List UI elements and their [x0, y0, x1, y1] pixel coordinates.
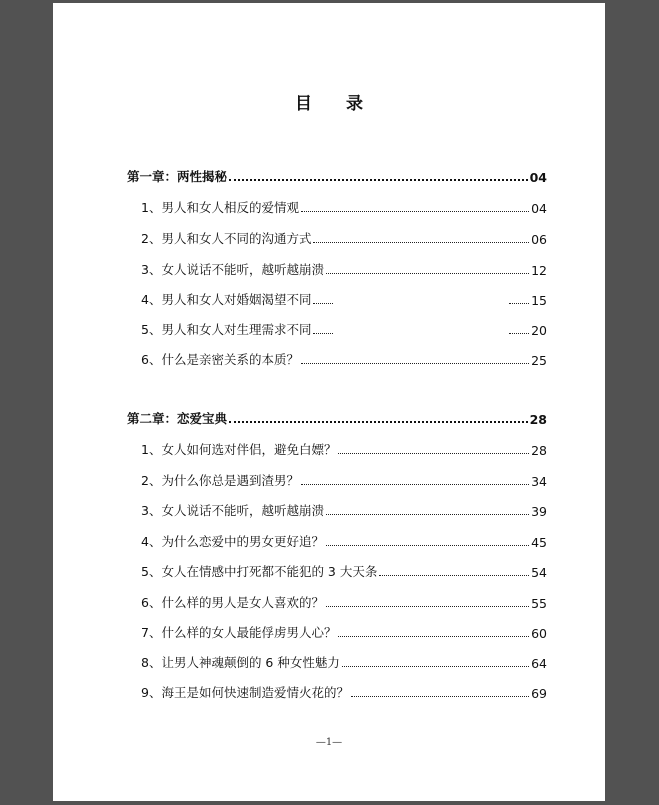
page-number: 69: [531, 686, 547, 701]
item-text: 8、让男人神魂颠倒的 6 种女性魅力: [141, 655, 340, 670]
item-text: 3、女人说话不能听，越听越崩溃: [141, 503, 324, 518]
page-number: 04: [529, 170, 547, 185]
item-text: 6、什么是亲密关系的本质？: [141, 352, 299, 367]
toc-item[interactable]: [141, 438, 547, 458]
page-number: 54: [531, 565, 547, 580]
item-text: 5、男人和女人对生理需求不同: [141, 322, 312, 337]
dot-leader: [326, 514, 529, 515]
item-text: 4、男人和女人对婚姻渴望不同: [141, 292, 312, 307]
page-number: 39: [531, 504, 547, 519]
toc-item[interactable]: [141, 318, 547, 338]
page-number: 55: [531, 596, 547, 611]
item-text: 5、女人在情感中打死都不能犯的 3 大天条: [141, 564, 378, 579]
page-number: 20: [531, 323, 547, 338]
toc-item[interactable]: [141, 621, 547, 641]
page-footer: —1—: [315, 737, 343, 748]
page-number: 60: [531, 626, 547, 641]
toc-item[interactable]: [141, 651, 547, 671]
item-text: 4、为什么恋爱中的男女更好追？: [141, 534, 324, 549]
item-text: 2、为什么你总是遇到渣男？: [141, 473, 299, 488]
toc-chapter-1[interactable]: [127, 165, 547, 185]
document-page: [53, 3, 605, 801]
dot-leader: [313, 242, 529, 243]
item-text: 1、男人和女人相反的爱情观: [141, 200, 299, 215]
page-number: 04: [531, 201, 547, 216]
dot-leader: [379, 575, 529, 576]
dot-leader: [351, 696, 529, 697]
page-number: 06: [531, 232, 547, 247]
toc-item[interactable]: [141, 348, 547, 368]
toc-item[interactable]: [141, 499, 547, 519]
toc-item[interactable]: [141, 288, 547, 308]
dot-leader: [338, 453, 529, 454]
dot-leader: [301, 484, 529, 485]
item-text: 3、女人说话不能听，越听越崩溃: [141, 262, 324, 277]
dot-leader: [229, 179, 528, 181]
toc-item[interactable]: [141, 469, 547, 489]
dot-leader: [313, 333, 333, 334]
toc-item[interactable]: [141, 196, 547, 216]
item-text: 7、什么样的女人最能俘虏男人心？: [141, 625, 337, 640]
dot-leader: [326, 606, 529, 607]
page-number: 28: [529, 412, 547, 427]
dot-leader: [509, 303, 529, 304]
page-number: 28: [531, 443, 547, 458]
toc-chapter-2[interactable]: [127, 407, 547, 427]
item-text: 6、什么样的男人是女人喜欢的？: [141, 595, 324, 610]
item-text: 2、男人和女人不同的沟通方式: [141, 231, 312, 246]
toc-item[interactable]: [141, 681, 547, 701]
toc-item[interactable]: [141, 227, 547, 247]
dot-leader: [229, 421, 528, 423]
chapter-heading: 第二章：恋爱宝典: [127, 411, 228, 426]
dot-leader: [301, 363, 529, 364]
toc-title: 目 录: [295, 94, 377, 114]
toc-item[interactable]: [141, 560, 547, 580]
item-text: 9、海王是如何快速制造爱情火花的？: [141, 685, 349, 700]
dot-leader: [338, 636, 529, 637]
page-number: 64: [531, 656, 547, 671]
page-number: 12: [531, 263, 547, 278]
dot-leader: [509, 333, 529, 334]
dot-leader: [342, 666, 529, 667]
item-text: 1、女人如何选对伴侣，避免白嫖？: [141, 442, 337, 457]
dot-leader: [326, 545, 529, 546]
dot-leader: [301, 211, 529, 212]
dot-leader: [326, 273, 529, 274]
page-number: 45: [531, 535, 547, 550]
page-number: 25: [531, 353, 547, 368]
chapter-heading: 第一章：两性揭秘: [127, 169, 228, 184]
page-number: 34: [531, 474, 547, 489]
page-number: 15: [531, 293, 547, 308]
dot-leader: [313, 303, 333, 304]
toc-item[interactable]: [141, 258, 547, 278]
toc-item[interactable]: [141, 591, 547, 611]
toc-item[interactable]: [141, 530, 547, 550]
